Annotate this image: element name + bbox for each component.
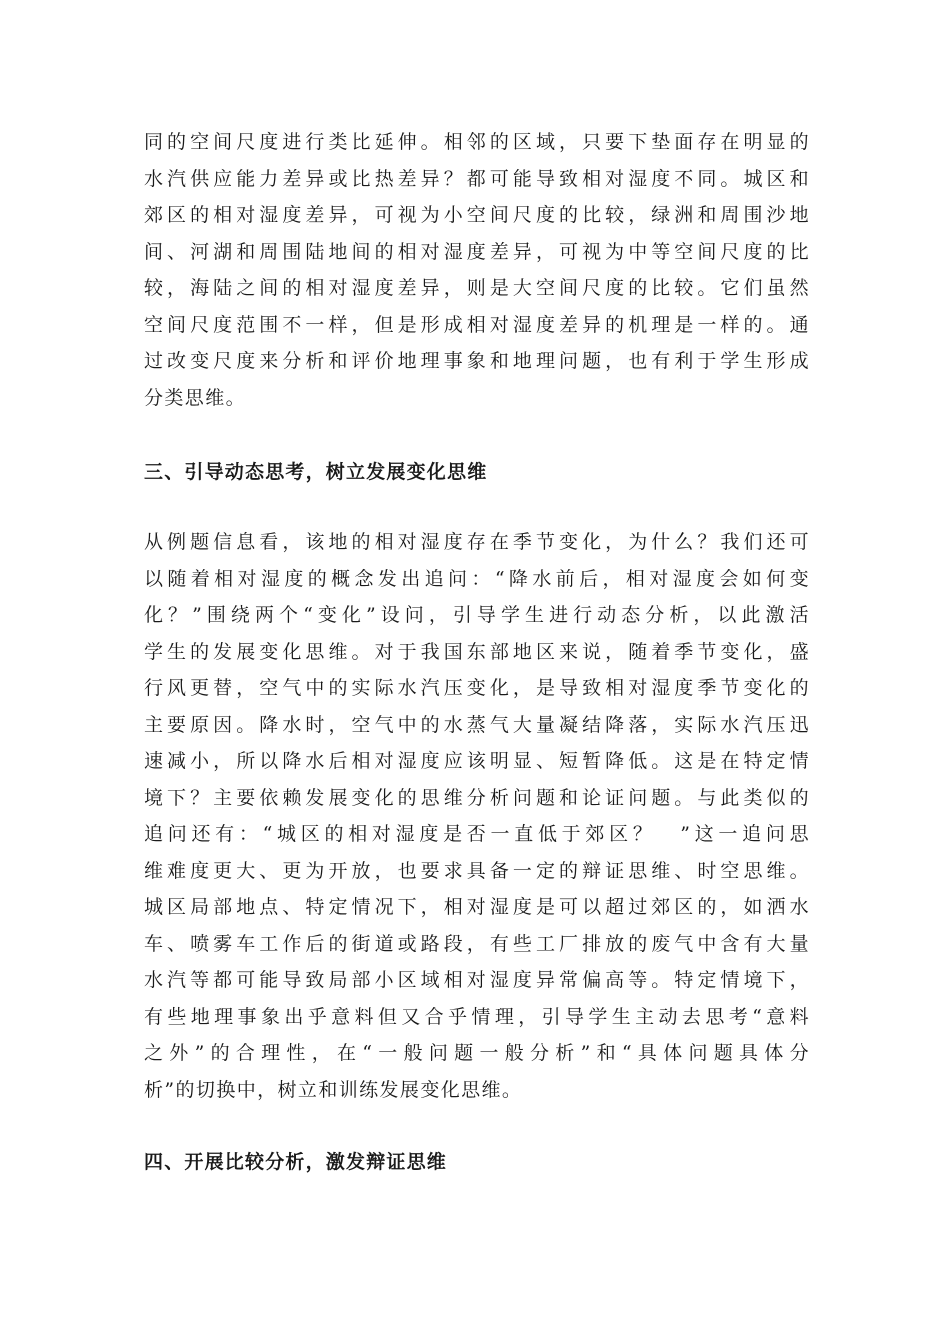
text-line: 过改变尺度来分析和评价地理事象和地理问题，也有利于学生形成 [144,350,810,372]
text-line: 主要原因。降水时，空气中的水蒸气大量凝结降落，实际水汽压迅 [144,713,810,736]
text-line: 析”的切换中，树立和训练发展变化思维。 [144,1078,523,1101]
text-line: 车、喷雾车工作后的街道或路段，有些工厂排放的废气中含有大量 [144,932,810,955]
text-line: 空间尺度范围不一样，但是形成相对湿度差异的机理是一样的。通 [144,313,810,336]
body-paragraph-1 [144,124,810,416]
text-line: 学生的发展变化思维。对于我国东部地区来说，随着季节变化，盛 [144,640,810,663]
text-line: 城区局部地点、特定情况下，相对湿度是可以超过郊区的，如洒水 [144,896,810,918]
text-line: 分类思维。 [144,386,247,409]
text-line: 速减小，所以降水后相对湿度应该明显、短暂降低。这是在特定情 [144,750,810,772]
text-line: 郊区的相对湿度差异，可视为小空间尺度的比较，绿洲和周围沙地 [144,204,810,226]
text-line: 水汽等都可能导致局部小区域相对湿度异常偏高等。特定情境下， [144,969,810,991]
text-line: 水汽供应能力差异或比热差异？都可能导致相对湿度不同。城区和 [144,167,810,190]
section-heading-4: 四、开展比较分析，激发辩证思维 [144,1151,448,1173]
document-page [144,124,810,1180]
text-line: 境下？主要依赖发展变化的思维分析问题和论证问题。与此类似的 [144,786,810,809]
text-line: 有些地理事象出乎意料但又合乎情理，引导学生主动去思考“意料 [144,1005,810,1028]
text-line: 行风更替，空气中的实际水汽压变化，是导致相对湿度季节变化的 [144,677,810,699]
body-paragraph-2 [144,524,810,1108]
text-line: 维难度更大、更为开放，也要求具备一定的辩证思维、时空思维。 [144,859,810,882]
text-line: 之外”的合理性，在“一般问题一般分析”和“具体问题具体分 [144,1042,810,1064]
text-line: 化？”围绕两个“变化”设问，引导学生进行动态分析，以此激活 [144,604,810,626]
text-line: 追问还有：“城区的相对湿度是否一直低于郊区？ ”这一追问思 [144,823,810,845]
text-line: 以随着相对湿度的概念发出追问：“降水前后，相对湿度会如何变 [144,567,810,590]
text-line: 间、河湖和周围陆地间的相对湿度差异，可视为中等空间尺度的比 [144,240,810,263]
section-heading-3: 三、引导动态思考，树立发展变化思维 [144,461,488,483]
text-line: 同的空间尺度进行类比延伸。相邻的区域，只要下垫面存在明显的 [144,131,810,153]
text-line: 较，海陆之间的相对湿度差异，则是大空间尺度的比较。它们虽然 [144,277,810,299]
text-line: 从例题信息看，该地的相对湿度存在季节变化，为什么？我们还可 [144,531,810,553]
